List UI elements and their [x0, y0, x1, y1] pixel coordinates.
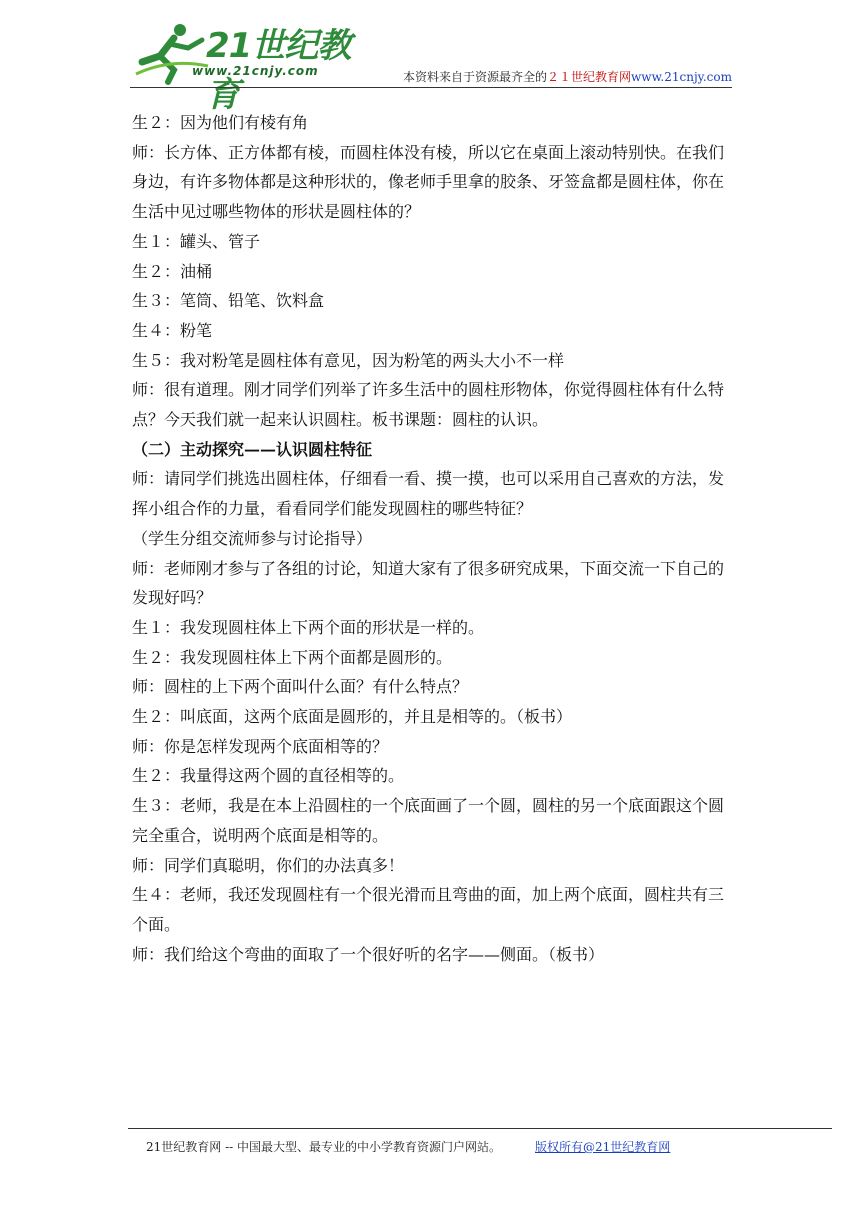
dialogue-paragraph: 生３：笔筒、铅笔、饮料盒 — [132, 291, 325, 311]
header-note-prefix: 本资料来自于资源最齐全的 — [403, 70, 548, 84]
document-body — [132, 108, 732, 969]
dialogue-paragraph: 生４：老师，我还发现圆柱有一个很光滑而且弯曲的面，加上两个底面，圆柱共有三个面。 — [132, 885, 725, 934]
dialogue-paragraph: 师：圆柱的上下两个面叫什么面？有什么特点？ — [132, 677, 469, 697]
header-divider — [130, 87, 732, 88]
dialogue-paragraph: 生４：粉笔 — [132, 320, 213, 340]
logo-text: 21世纪教育 — [206, 26, 351, 115]
section-heading: （二）主动探究——认识圆柱特征 — [132, 439, 373, 459]
dialogue-paragraph: 师：长方体、正方体都有棱，而圆柱体没有棱，所以它在桌面上滚动特别快。在我们身边，有许多物体都是这种形状的，像老师手里拿的胶条、牙签盒都是圆柱体，你在生活中见过哪些物体的形状是圆柱体的？ — [132, 142, 725, 222]
site-logo[interactable] — [130, 18, 360, 115]
footer-divider — [128, 1128, 832, 1129]
dialogue-paragraph: 师：同学们真聪明，你们的办法真多！ — [132, 855, 405, 875]
dialogue-paragraph: 师：老师刚才参与了各组的讨论，知道大家有了很多研究成果，下面交流一下自己的发现好吗？ — [132, 558, 725, 608]
dialogue-paragraph: 师：我们给这个弯曲的面取了一个很好听的名字——侧面。（板书） — [132, 944, 605, 964]
dialogue-paragraph: 生３：老师，我是在本上沿圆柱的一个底面画了一个圆，圆柱的另一个底面跟这个圆完全重合，说明两个底面是相等的。 — [132, 796, 725, 845]
header-note-url[interactable]: www.21cnjy.com — [631, 70, 732, 84]
dialogue-paragraph: 生２：我量得这两个圆的直径相等的。 — [132, 766, 405, 786]
header-note-site[interactable]: ２１世纪教育网 — [547, 70, 632, 84]
header-note — [403, 68, 732, 85]
dialogue-paragraph: 生２：叫底面，这两个底面是圆形的，并且是相等的。（板书） — [132, 707, 573, 727]
dialogue-paragraph: 师：很有道理。刚才同学们列举了许多生活中的圆柱形物体，你觉得圆柱体有什么特点？今天我们就一起来认识圆柱。板书课题：圆柱的认识。 — [132, 380, 725, 430]
logo-url: www.21cnjy.com — [192, 64, 319, 78]
page-header — [130, 18, 732, 115]
copyright-link[interactable]: 版权所有@21世纪教育网 — [535, 1140, 671, 1154]
dialogue-paragraph: 生１：我发现圆柱体上下两个面的形状是一样的。 — [132, 617, 485, 637]
page-footer — [146, 1138, 670, 1155]
dialogue-paragraph: （学生分组交流师参与讨论指导） — [132, 528, 373, 548]
dialogue-paragraph: 生２：油桶 — [132, 261, 213, 281]
dialogue-paragraph: 师：你是怎样发现两个底面相等的？ — [132, 736, 389, 756]
dialogue-paragraph: 生２：因为他们有棱有角 — [132, 113, 309, 132]
dialogue-paragraph: 生５：我对粉笔是圆柱体有意见，因为粉笔的两头大小不一样 — [132, 350, 565, 370]
footer-text: 21世纪教育网 -- 中国最大型、最专业的中小学教育资源门户网站。 — [146, 1140, 502, 1154]
dialogue-paragraph: 生２：我发现圆柱体上下两个面都是圆形的。 — [132, 647, 453, 667]
dialogue-paragraph: 师：请同学们挑选出圆柱体，仔细看一看、摸一摸，也可以采用自己喜欢的方法，发挥小组合作的力量，看看同学们能发现圆柱的哪些特征？ — [132, 469, 725, 519]
dialogue-paragraph: 生１：罐头、管子 — [132, 231, 261, 251]
